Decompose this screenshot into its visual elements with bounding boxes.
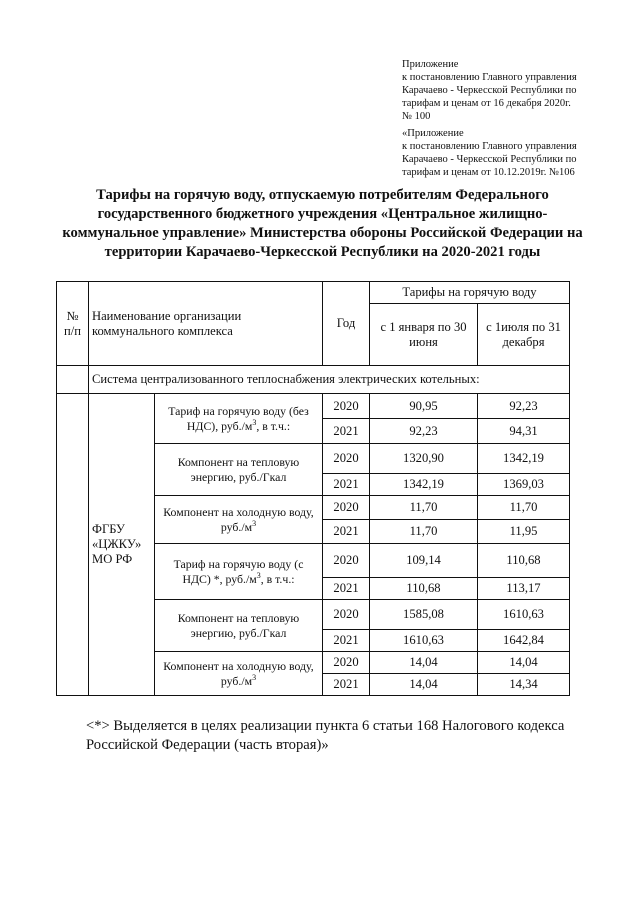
component-label-text: Компонент на холодную воду, руб./м [163,658,314,688]
tariff-period-2-cell: 1642,84 [478,630,570,652]
year-cell: 2021 [323,674,370,696]
year-cell: 2021 [323,630,370,652]
appendix-quoted-note [402,127,632,179]
component-label-text: Компонент на холодную воду, руб./м [163,504,314,534]
title-line: Тарифы на горячую воду, отпускаемую потребителям Федерального [96,187,549,203]
component-label-text: Тариф на горячую воду (с НДС) *, руб./м [173,556,304,586]
component-label-text: Тариф на горячую воду (без НДС), руб./м [168,403,309,433]
component-label-suffix: , в т.ч.: [256,418,291,433]
tariff-period-1-cell: 11,70 [370,520,478,544]
tariff-component-label [155,496,323,544]
row-number-cell [57,394,89,696]
tariff-table [56,281,570,696]
year-cell: 2021 [323,419,370,444]
year-cell: 2020 [323,652,370,674]
appendix-line: тарифам и ценам от 16 декабря 2020г. [402,98,571,109]
appendix-line: тарифам и ценам от 10.12.2019г. №106 [402,167,575,178]
component-label-text: Компонент на тепловую энергию, руб./Гкал [177,610,300,640]
document-title [40,186,605,262]
title-line: территории Карачаево-Черкесской Республики на 2020-2021 годы [104,244,541,260]
header-tariffs: Тарифы на горячую воду [370,282,570,304]
tariff-component-label [155,444,323,496]
year-cell: 2020 [323,496,370,520]
footnote-line: Российской Федерации (часть вторая)» [86,737,329,753]
title-line: коммунальное управление» Министерства обороны Российской Федерации на [62,225,583,241]
unit-superscript: 3 [252,518,257,528]
section-spacer [57,366,89,394]
component-label-text: Компонент на тепловую энергию, руб./Гкал [177,454,300,484]
tariff-period-2-cell: 92,23 [478,394,570,419]
unit-superscript: 3 [252,672,257,682]
unit-superscript: 3 [256,570,261,580]
footnote-line: <*> Выделяется в целях реализации пункта 6 статьи 168 Налогового кодекса [86,718,565,734]
header-organization: Наименование организации коммунального комплекса [89,282,323,366]
tariff-period-1-cell: 1342,19 [370,474,478,496]
tariff-period-2-cell: 11,95 [478,520,570,544]
year-cell: 2021 [323,578,370,600]
tariff-period-1-cell: 1585,08 [370,600,478,630]
year-cell: 2021 [323,520,370,544]
header-number: № п/п [57,282,89,366]
appendix-line: Карачаево - Черкесской Республики по [402,85,577,96]
component-label-suffix: , в т.ч.: [260,571,295,586]
section-heading: Система централизованного теплоснабжения электрических котельных: [89,366,570,394]
tariff-period-2-cell: 14,04 [478,652,570,674]
tariff-period-1-cell: 11,70 [370,496,478,520]
tariff-period-2-cell: 1610,63 [478,600,570,630]
appendix-line: к постановлению Главного управления [402,72,577,83]
tariff-period-2-cell: 94,31 [478,419,570,444]
tariff-component-label [155,394,323,444]
tariff-period-2-cell: 1342,19 [478,444,570,474]
tariff-period-1-cell: 110,68 [370,578,478,600]
year-cell: 2020 [323,444,370,474]
appendix-line: «Приложение [402,128,464,139]
appendix-note [402,58,632,123]
header-period-2: с 1июля по 31 декабря [478,304,570,366]
year-cell: 2020 [323,600,370,630]
tariff-period-2-cell: 113,17 [478,578,570,600]
table-row [57,394,570,419]
appendix-line: Карачаево - Черкесской Республики по [402,154,577,165]
unit-superscript: 3 [252,417,257,427]
appendix-line: № 100 [402,111,431,122]
tariff-period-2-cell: 110,68 [478,544,570,578]
appendix-line: к постановлению Главного управления [402,141,577,152]
tariff-component-label [155,600,323,652]
year-cell: 2020 [323,394,370,419]
header-period-1: с 1 января по 30 июня [370,304,478,366]
tariff-period-1-cell: 109,14 [370,544,478,578]
tariff-component-label [155,544,323,600]
title-line: государственного бюджетного учреждения «Центральное жилищно- [97,206,548,222]
footnote [86,717,606,755]
tariff-period-1-cell: 14,04 [370,674,478,696]
organization-name: ФГБУ «ЦЖКУ» МО РФ [89,394,155,696]
tariff-period-2-cell: 14,34 [478,674,570,696]
tariff-period-1-cell: 1320,90 [370,444,478,474]
tariff-period-1-cell: 1610,63 [370,630,478,652]
header-year: Год [323,282,370,366]
tariff-period-2-cell: 1369,03 [478,474,570,496]
tariff-period-2-cell: 11,70 [478,496,570,520]
appendix-line: Приложение [402,59,459,70]
year-cell: 2021 [323,474,370,496]
tariff-component-label [155,652,323,696]
tariff-period-1-cell: 14,04 [370,652,478,674]
tariff-period-1-cell: 92,23 [370,419,478,444]
tariff-period-1-cell: 90,95 [370,394,478,419]
year-cell: 2020 [323,544,370,578]
